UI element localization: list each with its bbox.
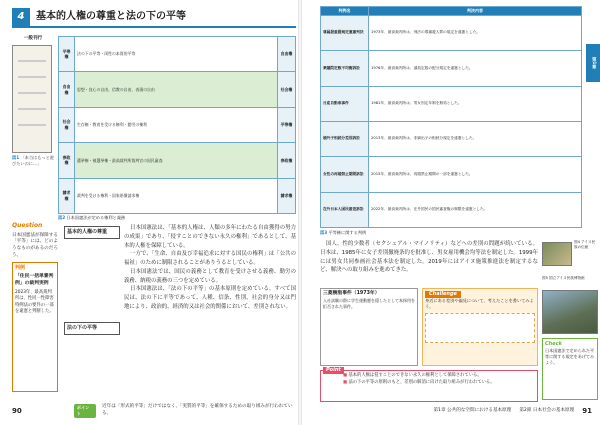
photo-museum-caption: 図5 国立アイヌ民族博物館 — [542, 276, 585, 280]
question-tag: Question — [12, 222, 43, 229]
case-table-header: 判例名 — [321, 7, 369, 16]
rights-side-label: 請求権 — [278, 178, 296, 213]
photo-ainu-caption: 図4 アイヌ民族の伝統 — [574, 240, 596, 250]
rights-content: 思想・良心の自由、信教の自由、表現の自由 — [75, 72, 278, 107]
case-detail: 1976年、最高裁判所は、議員定数の配分規定を違憲とした。 — [369, 51, 582, 86]
reading-box — [320, 288, 418, 366]
footer-badge: ポイント — [74, 404, 96, 418]
left-body-text — [124, 224, 296, 400]
paragraph: 日本国憲法では、国民の義務として教育を受けさせる義務、勤労の義務、納税の義務の三つを定めている。 — [124, 268, 296, 284]
check-box — [542, 338, 598, 400]
reading-body: 入社試験の際に学生運動歴を隠したとして本採用を拒否された事件。 — [323, 297, 415, 309]
rights-row — [59, 72, 296, 107]
figure-1-caption: 図1 「本当はもっと遊びたいのに…」 — [12, 154, 54, 166]
rights-table — [58, 36, 296, 214]
figure-1-label: 一般刊行 — [23, 36, 43, 41]
point-tag: Point — [323, 367, 344, 374]
paragraph: 一方で、「生命、自由及び幸福追求に対する国民の権利」は「公共の福祉」のために制限されることがありうるとしている。 — [124, 251, 296, 266]
case-name: 日産自動車事件 — [321, 86, 369, 121]
example-body: 2023年、最高裁判所は、性同一性障害特例法の要件の一部を違憲と判断した。 — [15, 290, 54, 314]
photo-museum — [542, 290, 598, 334]
section-title: 基本的人権の尊重と法の下の平等 — [36, 10, 186, 22]
case-row — [321, 157, 582, 192]
rights-content: 法の下の平等・両性の本質的平等 — [75, 37, 278, 72]
photo-ainu — [542, 242, 572, 266]
question-box — [12, 222, 58, 259]
right-footer — [320, 404, 592, 418]
case-table — [320, 6, 582, 228]
point-box — [320, 367, 538, 402]
right-body-text — [320, 240, 538, 275]
question-body: 日本国憲法が保障する「平等」には、どのようなものがあるのだろう。 — [12, 232, 58, 258]
rights-content: 選挙権・被選挙権・最高裁判所裁判官の国民審査 — [75, 143, 278, 178]
paragraph: 日本国憲法は、「基本的人権は、人類の多年にわたる自由獲得の努力の成果」であり、「侵すことのできない永久の権利」であるとして、基本的人権を保障している。 — [124, 225, 296, 249]
rights-content: 生存権・教育を受ける権利・勤労の権利 — [75, 107, 278, 142]
case-name: 衆議院定数不均衡訴訟 — [321, 51, 369, 86]
case-detail: 2013年、最高裁判所は、非嫡出子の相続分規定を違憲とした。 — [369, 121, 582, 156]
point-item: ■ 法の下の平等の原則のもと、差別の解消に向けた取り組みが行われている。 — [343, 380, 534, 386]
figure-3-caption: 図3 平等権に関する判例 — [320, 230, 367, 235]
case-detail: 2022年、最高裁判所は、在外国民の国民審査権の制限を違憲とした。 — [369, 192, 582, 227]
rights-category: 平等権 — [59, 37, 75, 72]
case-detail: 2015年、最高裁判所は、再婚禁止期間の一部を違憲とした。 — [369, 157, 582, 192]
case-row — [321, 86, 582, 121]
footer-section: 第2節 日本社会の基本原理 — [519, 407, 575, 413]
case-row — [321, 15, 582, 50]
rights-category: 参政権 — [59, 143, 75, 178]
rights-side-label: 自由権 — [278, 37, 296, 72]
case-table-header: 判決内容 — [369, 7, 582, 16]
rights-side-label: 平等権 — [278, 107, 296, 142]
paragraph: 国人、性的少数者（セクシュアル・マイノリティ）などへの差別の問題が続いている。日本は、1985年に女子差別撤廃条約を批准し、男女雇用機会均等法を制定した。1999年には男女共同参画社会基本法を制定した。2019年にはアイヌ施策推進法を制定するなど、解決への取り組みを進めてきた。 — [320, 241, 538, 274]
check-tag: Check — [545, 341, 562, 347]
case-name: 在外日本人国民審査訴訟 — [321, 192, 369, 227]
keyword-box-2: 法の下の平等 — [64, 322, 120, 335]
figure-1 — [12, 36, 54, 196]
rights-category: 社会権 — [59, 107, 75, 142]
figure-2-caption: 図2 日本国憲法が定める権利と義務 — [58, 215, 126, 220]
page-number-left: 90 — [12, 406, 22, 415]
left-footer — [12, 404, 296, 418]
rights-row — [59, 107, 296, 142]
paragraph: 日本国憲法は、「法の下の平等」の基本原則を定めている。すべて国民は、法の下に平等であって、人種、信条、性別、社会的身分又は門地により、政治的、経済的又は社会的関係において、差別されない。 — [124, 286, 296, 310]
rights-side-label: 社会権 — [278, 72, 296, 107]
rights-row — [59, 143, 296, 178]
rights-side-label: 参政権 — [278, 143, 296, 178]
check-body: 日本国憲法で定められた平等に関する規定をあげてみよう。 — [545, 348, 595, 366]
rights-category: 請求権 — [59, 178, 75, 213]
rights-content: 裁判を受ける権利・国家賠償請求権 — [75, 178, 278, 213]
case-name: 女性の再婚禁止期間訴訟 — [321, 157, 369, 192]
page-number-right: 91 — [582, 406, 592, 415]
keyword-box-1: 基本的人権の尊重 — [64, 226, 120, 239]
reading-title: 三菱樹脂事件（1973年） — [323, 291, 380, 296]
example-box — [12, 262, 58, 392]
footer-note: 近年は「形式的平等」だけではなく、「実質的平等」を確保するための取り組みが行われている。 — [102, 404, 293, 416]
example-tag: 判例 — [15, 265, 26, 271]
challenge-body: 身近にある差別や偏見について、考えたことを書いてみよう。 — [425, 298, 534, 310]
challenge-tag: Challenge — [425, 291, 461, 298]
example-title: 「住民一括単審判例」の裁判実例 — [15, 274, 54, 287]
case-detail: 1973年、最高裁判所は、刑法の尊属殺人罪の規定を違憲とした。 — [369, 15, 582, 50]
rights-row — [59, 178, 296, 213]
footer-chapter: 第1章 公共的な空間における基本原理 — [433, 407, 512, 413]
case-name: 尊属殺重罰規定違憲判決 — [321, 15, 369, 50]
challenge-write-area[interactable] — [425, 313, 535, 343]
rights-row — [59, 37, 296, 72]
case-name: 婚外子相続分差別訴訟 — [321, 121, 369, 156]
rights-category: 自由権 — [59, 72, 75, 107]
section-number: 4 — [12, 8, 30, 26]
gutter — [298, 0, 302, 425]
case-detail: 1981年、最高裁判所は、男女別定年制を無効とした。 — [369, 86, 582, 121]
case-row — [321, 192, 582, 227]
section-header — [12, 8, 296, 28]
figure-1-image — [12, 45, 52, 153]
chapter-side-tab[interactable]: 第1章 — [586, 44, 600, 82]
point-item: ■ 基本的人権は侵すことのできない永久の権利として保障されている。 — [343, 373, 534, 379]
case-row — [321, 51, 582, 86]
case-row — [321, 121, 582, 156]
challenge-box — [422, 288, 538, 366]
